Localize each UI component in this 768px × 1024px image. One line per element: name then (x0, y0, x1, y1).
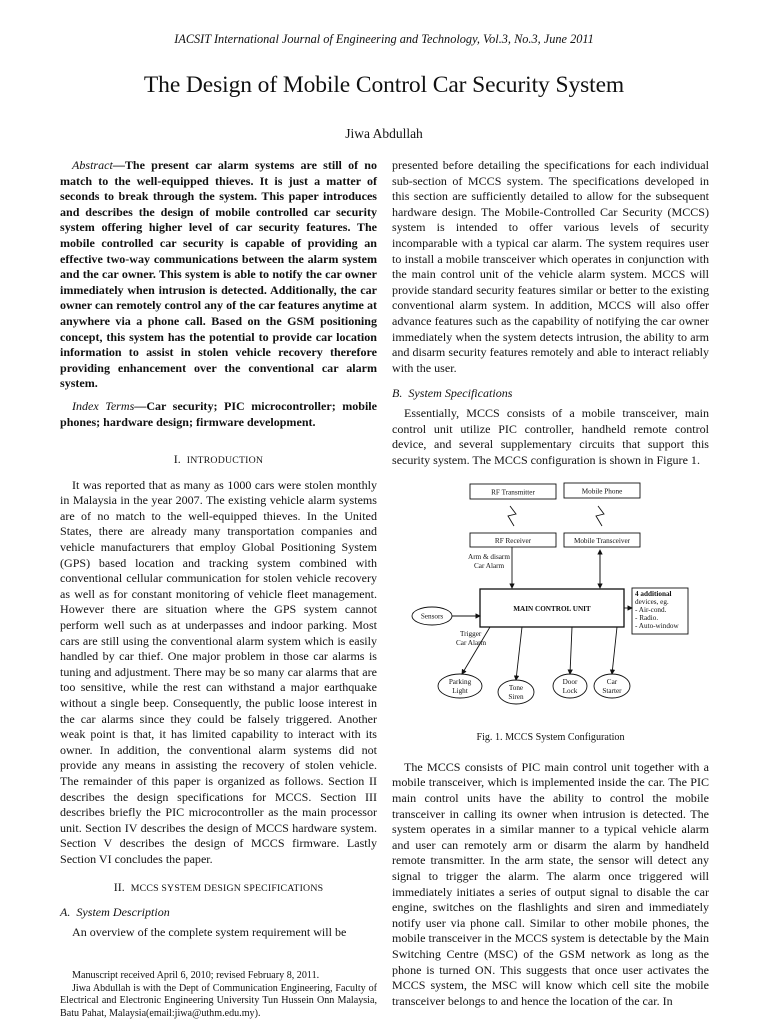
rf-signal-icon (508, 506, 516, 526)
footnote-affiliation: Jiwa Abdullah is with the Dept of Communication Engineering, Faculty of Electrical and Electronic Engineering University Tun Hussein Onn Malaysia, Batu Pahat, Malaysia(email:jiwa@uthm.edu.my). (60, 982, 377, 1019)
section-number: II. (113, 879, 125, 894)
system-description-text-continued: presented before detailing the specifications for each individual sub-section of MCCS system. The specifications developed in this section are sufficiently detailed to allow for the subsequent hardware design. The Mobile-Controlled Car Security (MCCS) system is intended to offer various levels of security incomparable with a typical car alarm. The system requires user to install a mobile transceiver which operates in conjunction with the main control unit of the vehicle alarm system. MCCS will provide standard security features similar or better to the existing conventional alarm system. In addition, MCCS will also offer advance features such as the capability of notifying the car owner immediately when the system detects intrusion, the ability to arm and disarm security features remotely and able to interact reliably with the user. (392, 158, 709, 375)
subsection-heading-system-specifications (392, 386, 709, 402)
fig-label-light: Light (452, 687, 468, 696)
fig-label-arm-disarm-1: Arm & disarm (468, 553, 510, 562)
fig-label-devices-1: 4 additional (635, 590, 672, 599)
system-description-text-start: An overview of the complete system requirement will be (72, 924, 347, 939)
subsection-label: A. (60, 905, 71, 920)
index-terms-label: Index Terms (72, 398, 135, 413)
fig-label-parking: Parking (448, 678, 472, 687)
subsection-label: B. (392, 386, 403, 401)
fig-label-mobile-transceiver: Mobile Transceiver (573, 537, 631, 546)
fig-label-trigger-2: Car Alarm (456, 639, 487, 648)
subsection-heading-system-description (60, 905, 377, 921)
fig-label-starter: Starter (602, 687, 622, 696)
subsection-title: System Specifications (408, 386, 513, 401)
paper-author: Jiwa Abdullah (345, 126, 423, 141)
system-specifications-text-continued: The MCCS consists of PIC main control unit together with a mobile transceiver, which is implemented inside the car. The PIC main control units have the ability to control the mobile transceiver in calling its owner when intrusion is detected. The system operates in a similar manner to a typical vehicle alarm and user can remotely arm or disarm the alarm by handheld remote transmitter. In the arm state, the sensor will detect any signal to trigger the alarm. The alarm once triggered will immediately initiates a series of output signal to disable the car engine, switches on the flashlights and siren and immediately notify user via phone call. Similar to other mobile phones, the mobile transceiver in the MCCS system is detectable by the Main Switching Centre (MSC) of the GSM network as long as the phone is turned ON. This suggests that once user activates the MCCS system, the MSC will know which cell site the mobile transceiver belongs to and hence the location of the car. In (392, 759, 709, 1008)
footnotes (60, 970, 377, 1020)
section-number: I. (173, 452, 181, 467)
section-heading-design-specifications (60, 880, 377, 897)
system-specifications-text: Essentially, MCCS consists of a mobile transceiver, main control unit utilize PIC controller, handheld remote control device, and several supplementary circuits that support this security system. The MCCS configuration is shown in Figure 1. (392, 405, 709, 467)
section-title: MCCS SYSTEM DESIGN SPECIFICATIONS (130, 882, 324, 894)
figure-1-mccs-configuration (392, 474, 709, 728)
journal-header: IACSIT International Journal of Engineering and Technology, Vol.3, No.3, June 2011 (174, 32, 594, 46)
abstract (60, 158, 377, 392)
fig-label-arm-disarm-2: Car Alarm (474, 562, 505, 571)
gsm-signal-icon (596, 506, 604, 526)
footnote-received: Manuscript received April 6, 2010; revised February 8, 2011. (72, 970, 320, 981)
introduction-text: It was reported that as many as 1000 cars were stolen monthly in Malaysia in the year 2007. The existing vehicle alarm systems are of no match to the well-equipped thieves. In the United States, there are already many transportation companies and vehicle manufacturers that employ Global Positioning System (GPS) based location and tracking system combined with conventional cellular communication for stolen vehicle recovery as well as for constant monitoring of vehicle fleet management. However there are situation where the GPS system cannot perform well such as at underpasses and indoor parking. Most cars are still using the conventional alarm system which is easily handled by car thief. One major problem in those car alarms is tuning and adjustment. There may be so many car alarms that are too sensitive, while the rest can withstand a major earthquake without a single beep. Consequently, the public loose interest in the car alarms since they could be falsely triggered. Another weak point is that, it has limited capability to interact with its owner. In addition, the conventional alarm systems did not provide any means in assisting the recovery of stolen vehicle. The remainder of this paper is organized as follows. Section II describes the design specifications for MCCS. Section III describes briefly the PIC microcontroller as the main processor unit. Section IV describes the design of MCCS hardware system. Section V describes the design of MCCS firmware. Lastly Section VI concludes the paper. (60, 477, 377, 866)
fig-label-tone: Tone (508, 684, 524, 693)
left-column (60, 158, 377, 940)
right-column (392, 158, 709, 1009)
fig-label-door: Door (562, 678, 578, 687)
fig-label-car: Car (606, 678, 618, 687)
index-terms (60, 399, 377, 430)
fig-label-sensors: Sensors (420, 612, 444, 621)
fig-label-main-control-unit: MAIN CONTROL UNIT (513, 605, 591, 614)
paper-title: The Design of Mobile Control Car Security System (143, 72, 625, 98)
fig-label-devices-2: devices, eg. (635, 598, 669, 607)
fig-label-devices-3: - Air-cond. (635, 606, 667, 615)
fig-label-rf-receiver: RF Receiver (494, 537, 532, 546)
subsection-title: System Description (76, 905, 170, 920)
fig-label-mobile-phone: Mobile Phone (581, 487, 623, 496)
fig-label-rf-transmitter: RF Transmitter (491, 488, 535, 497)
section-title: INTRODUCTION (186, 455, 264, 467)
figure-1-caption: Fig. 1. MCCS System Configuration (476, 732, 625, 744)
fig-label-devices-4: - Radio. (635, 614, 659, 623)
fig-label-trigger-1: Trigger (460, 630, 482, 639)
mccs-diagram (392, 474, 709, 728)
fig-label-siren: Siren (508, 693, 524, 702)
abstract-label: Abstract (72, 158, 113, 172)
section-heading-introduction (60, 452, 377, 469)
abstract-text: —The present car alarm systems are still of no match to the well-equipped thieves. It is just a matter of seconds to break through the system. This paper introduces and describes the design of mobile controlled car security system offering higher level of car security features. The mobile controlled car security is capable of providing an effective two-way communications between the alarm system and the car owner. This system is able to notify the car owner immediately when intrusion is detected. Additionally, the car owner can remotely control any of the car features anytime at anywhere via a phone call. Based on the GSM positioning concept, this system has the potential to provide car location information to assist in stolen vehicle recovery therefore providing enhancement over the conventional car alarm system. (60, 158, 377, 391)
index-terms-text: —Car security; PIC microcontroller; mobile phones; hardware design; firmware development. (60, 398, 377, 429)
fig-label-lock: Lock (562, 687, 578, 696)
fig-label-devices-5: - Auto-window (635, 622, 679, 631)
